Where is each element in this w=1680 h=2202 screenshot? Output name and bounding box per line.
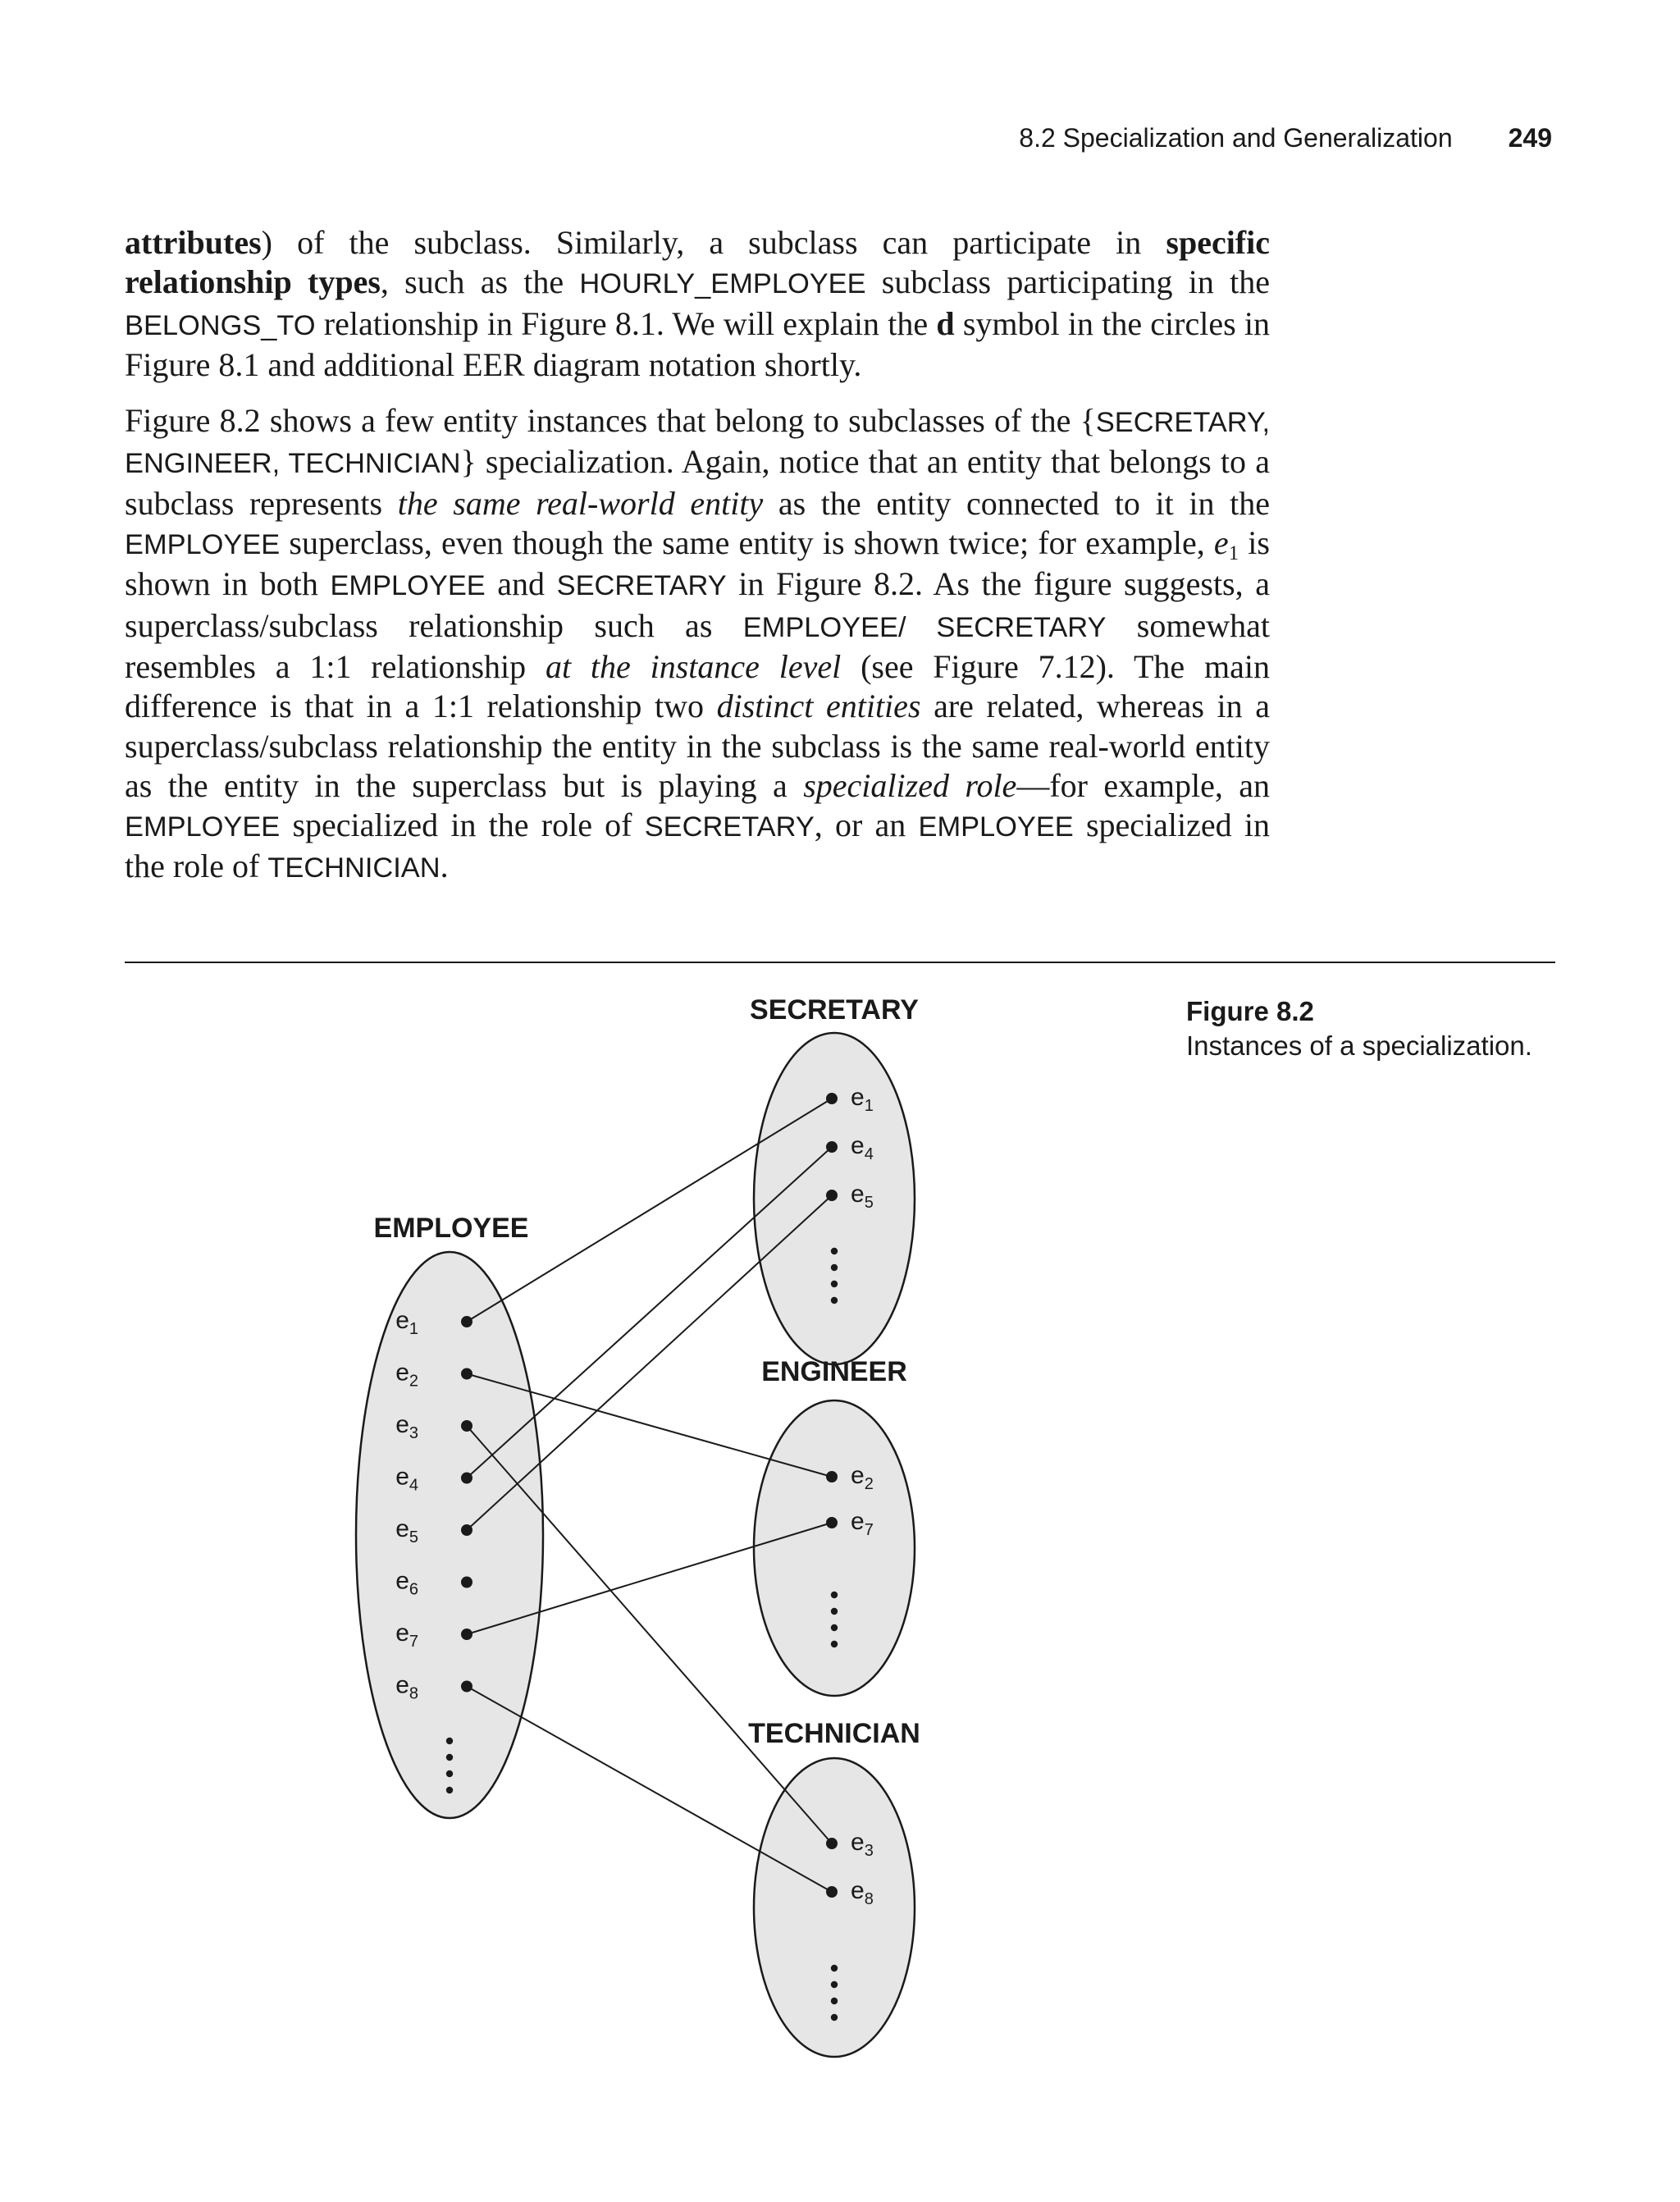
instance-var: e <box>1213 524 1229 562</box>
entity-name: EMPLOYEE <box>125 811 281 843</box>
entity-name: EMPLOYEE <box>330 570 486 602</box>
instance-label: $e_5$ <box>395 1515 418 1546</box>
employee-set <box>356 1213 543 1818</box>
ellipsis-dot <box>831 2014 838 2021</box>
secretary-label: SECRETARY <box>750 994 919 1026</box>
symbol-d: d <box>936 304 955 342</box>
instance-label: $e_1$ <box>395 1307 418 1338</box>
instance-label: $e_5$ <box>851 1181 874 1212</box>
ellipsis-dot <box>831 1641 838 1647</box>
instance-label: $e_2$ <box>851 1462 874 1493</box>
figure-caption-text: Instances of a specialization. <box>1186 1030 1532 1061</box>
instance-label: $e_4$ <box>851 1132 874 1163</box>
paragraph-1: attributes) of the subclass. Similarly, a subclass can participate in specific relationship types, such as the HOURLY_EMPLOYEE subclass participating in the BELONGS_TO relationship in Figure 8.1. We will explain the d symbol in the circles in Figure 8.1 and additional EER diagram notation shortly. <box>125 224 1271 383</box>
instance-label: $e_3$ <box>851 1829 874 1860</box>
ellipsis-dot <box>831 1624 838 1631</box>
ellipsis-dot <box>446 1738 453 1744</box>
ellipsis-dot <box>831 1281 838 1287</box>
entity-name: BELONGS_TO <box>125 309 316 341</box>
instance-label: $e_7$ <box>851 1508 874 1539</box>
instance-label: $e_2$ <box>395 1359 418 1391</box>
employee-ellipse <box>356 1252 543 1818</box>
paragraph-2: Figure 8.2 shows a few entity instances that belong to subclasses of the {SECRETARY, ENGINEER, TECHNICIAN} specialization. Again, notice that an entity that belongs to a subclass represents the same real-world entity as the entity connected to it in the EMPLOYEE superclass, even though the same entity is shown twice; for example, $e_1$ is shown in both EMPLOYEE and SECRETARY in Figure 8.2. As the figure suggests, a superclass/subclass relationship such as EMPLOYEE/ SECRETARY somewhat resembles a 1:1 relationship at the instance level (see Figure 7.12). The main difference is that in a 1:1 relationship two distinct entities are related, whereas in a superclass/subclass relationship the entity in the subclass is the same real-world entity as the entity in the superclass but is playing a specialized role—for example, an EMPLOYEE specialized in the role of SECRETARY, or an EMPLOYEE specialized in the role of TECHNICIAN. <box>125 402 1271 885</box>
ellipsis-dot <box>446 1770 453 1777</box>
instance-label: $e_1$ <box>851 1084 874 1115</box>
ellipsis-dot <box>831 1264 838 1271</box>
entity-sets <box>356 994 920 2057</box>
ellipsis-dot <box>831 1297 838 1304</box>
ellipsis-dot <box>831 1248 838 1254</box>
entity-name: HOURLY_EMPLOYEE <box>579 268 866 300</box>
instance-label: $e_6$ <box>395 1567 418 1599</box>
term-attributes: attributes <box>125 224 262 261</box>
section-title: 8.2 Specialization and Generalization <box>1019 122 1453 153</box>
instance-label: $e_7$ <box>395 1620 418 1651</box>
engineer-set <box>754 1356 915 1696</box>
ellipsis-dot <box>831 1608 838 1615</box>
ellipsis-dot <box>831 1998 838 2004</box>
entity-name: TECHNICIAN <box>267 852 441 884</box>
entity-name: SECRETARY <box>556 570 727 602</box>
instance-label: $e_3$ <box>395 1411 418 1442</box>
entity-name: EMPLOYEE/ SECRETARY <box>742 611 1107 643</box>
employee-label: EMPLOYEE <box>373 1213 529 1244</box>
ellipsis-dot <box>831 1981 838 1988</box>
technician-label: TECHNICIAN <box>748 1718 920 1749</box>
ellipsis-dot <box>831 1592 838 1598</box>
entity-name: SECRETARY, ENGINEER, TECHNICIAN <box>125 407 1270 480</box>
ellipsis-dot <box>446 1754 453 1761</box>
instance-label: $e_4$ <box>395 1463 418 1495</box>
instance-label: $e_8$ <box>395 1671 418 1703</box>
term-specific-relationship-types: specific relationship types <box>125 224 1270 301</box>
ellipsis-dot <box>831 1965 838 1971</box>
technician-ellipse <box>754 1758 915 2057</box>
page-number: 249 <box>1508 122 1552 153</box>
secretary-set <box>750 994 919 1364</box>
entity-name: SECRETARY <box>644 811 815 843</box>
engineer-ellipse <box>754 1400 915 1696</box>
instance-dot <box>461 1577 472 1588</box>
figure-label: Figure 8.2 <box>1186 996 1314 1026</box>
entity-name: EMPLOYEE <box>125 529 281 561</box>
instance-label: $e_8$ <box>851 1877 874 1908</box>
technician-set <box>748 1718 920 2057</box>
ellipsis-dot <box>446 1787 453 1793</box>
engineer-label: ENGINEER <box>761 1356 907 1387</box>
entity-name: EMPLOYEE <box>918 811 1074 843</box>
